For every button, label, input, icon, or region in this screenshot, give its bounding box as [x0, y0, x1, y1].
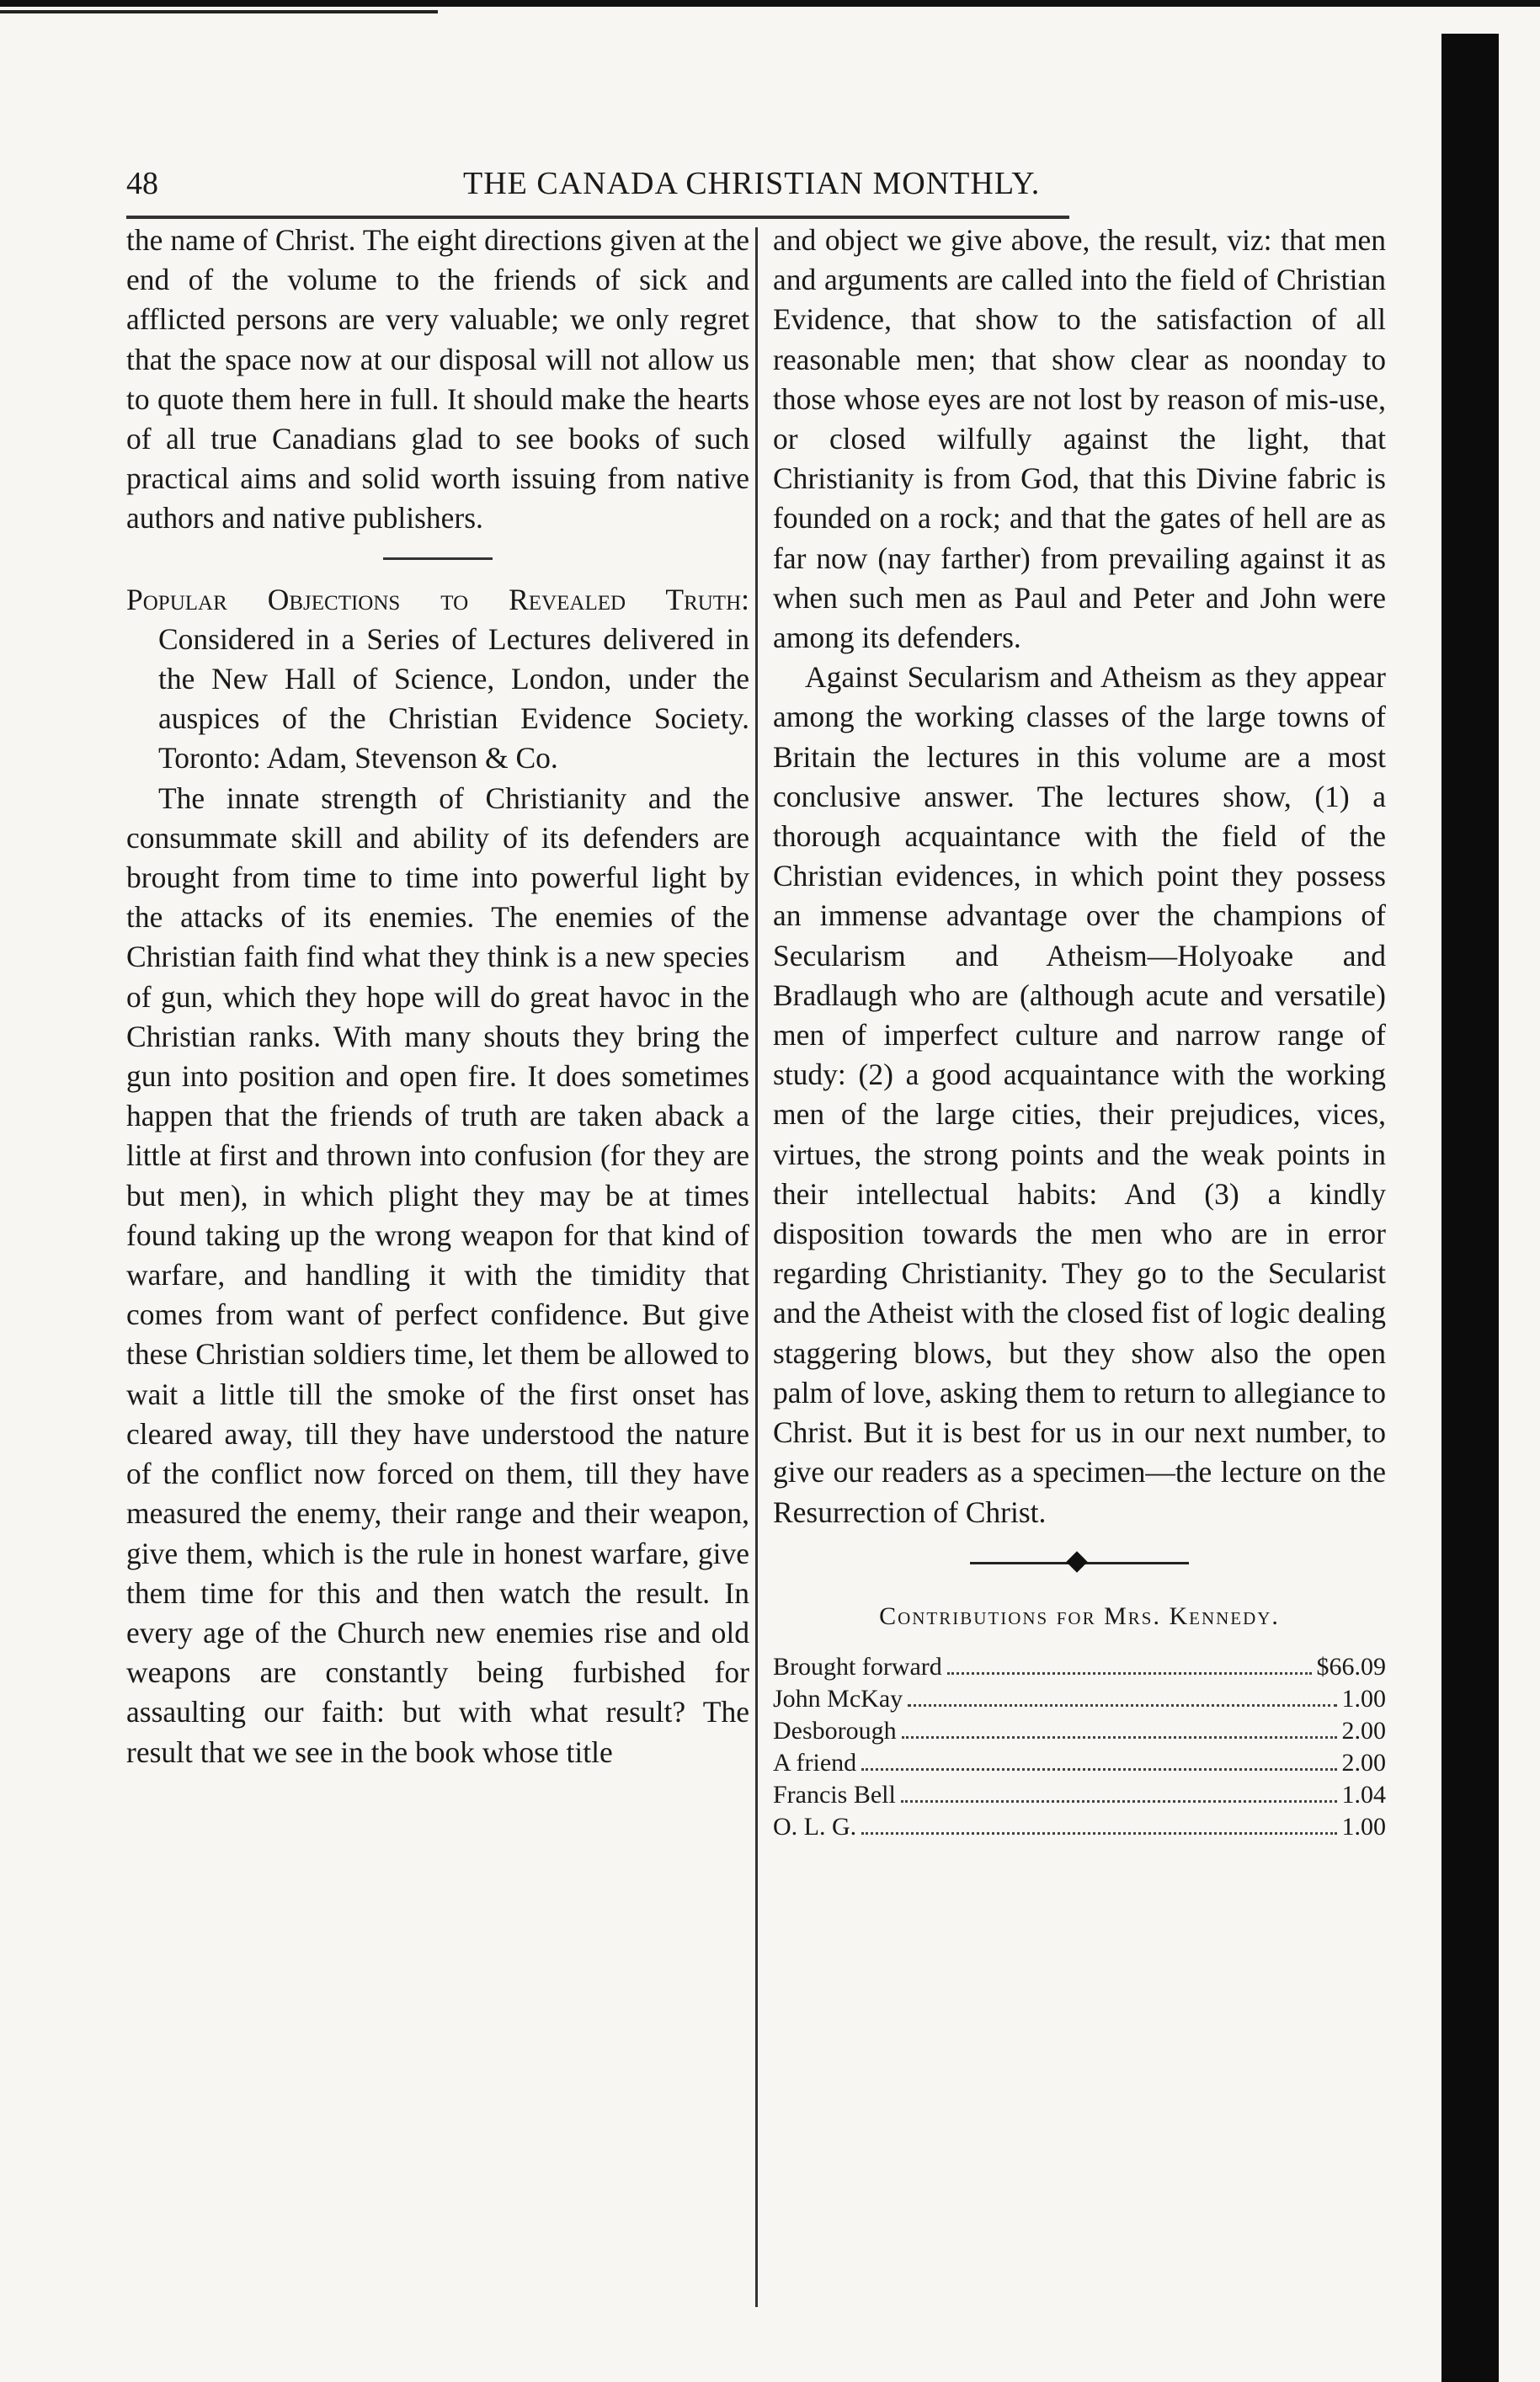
leader-dots [861, 1832, 1336, 1835]
contribution-amount: 1.00 [1341, 1684, 1386, 1713]
contributor-name: Desborough [773, 1716, 897, 1745]
contribution-row [773, 1715, 1386, 1747]
ornament-divider [970, 1554, 1189, 1571]
leader-dots [902, 1736, 1337, 1739]
page-header [126, 165, 1069, 207]
contribution-row [773, 1779, 1386, 1811]
contributor-name: O. L. G. [773, 1812, 857, 1841]
contribution-row [773, 1811, 1386, 1843]
header-rule [126, 216, 1069, 219]
paragraph-review-continued: and object we give above, the result, viz: that men and arguments are called into the field of Christian Evidence, that show to the satisfaction of all reasonable men; that show clear as noonday to those whose eyes are not lost by reason of mis-use, or closed wilfully against the light, that Christianity is from God, that this Divine fabric is founded on a rock; and that the gates of hell are as far now (nay farther) from prevailing against it as when such men as Paul and Peter and John were among its defenders. [773, 223, 1386, 655]
contribution-amount: 1.04 [1341, 1780, 1386, 1809]
leader-dots [947, 1672, 1312, 1675]
contributor-name: John McKay [773, 1684, 903, 1713]
contribution-amount: 2.00 [1341, 1716, 1386, 1745]
leader-dots [908, 1704, 1336, 1707]
review-title: Popular Objections to Revealed Truth [126, 582, 742, 616]
page-number: 48 [126, 166, 158, 201]
top-border-rule [0, 0, 1540, 7]
section-separator [383, 557, 493, 560]
paragraph-secularism: Against Secularism and Atheism as they appear among the working classes of the large towns of Britain the lectures in this volume are a most conclusive answer. The lectures show, (1) a thorough acquaintance with the field of the Christian evidences, in which point they possess an immense advantage over the champions of Secularism and Atheism—Holyoake and Bradlaugh who are (although acute and versatile) men of imperfect culture and narrow range of study: (2) a good acquaintance with the working men of the large cities, their prejudices, vices, virtues, the strong points and the weak points in their intellectual habits: And (3) a kindly disposition towards the men who are in error regarding Christianity. They go to the Secularist and the Atheist with the closed fist of logic dealing staggering blows, but they show also the open palm of love, asking them to return to allegiance to Christ. But it is best for us in our next number, to give our readers as a specimen—the lecture on the Resurrection of Christ. [773, 660, 1386, 1529]
contributor-name: Francis Bell [773, 1780, 896, 1809]
scan-edge-shadow [1441, 34, 1499, 2382]
leader-dots [861, 1768, 1336, 1771]
contributor-name: Brought forward [773, 1652, 942, 1681]
paragraph-book-review-end: the name of Christ. The eight directions given at the end of the volume to the friends of sick and afflicted persons are very valuable; we only regret that the space now at our disposal will not allow us to quote them here in full. It should make the hearts of all true Canadians glad to see books of such practical aims and solid worth issuing from native authors and native publishers. [126, 223, 749, 536]
running-head: THE CANADA CHRISTIAN MONTHLY. [463, 166, 1041, 201]
leader-dots [901, 1800, 1337, 1803]
contributions-section [773, 1596, 1386, 1843]
review-citation: : Considered in a Series of Lectures delivered in the New Hall of Science, London, under the auspices of the Christian Evidence Society. Toronto: Adam, Stevenson & Co. [158, 582, 749, 775]
column-divider [755, 227, 758, 2307]
contribution-amount: $66.09 [1316, 1652, 1386, 1681]
review-heading [126, 580, 749, 779]
contribution-amount: 2.00 [1341, 1748, 1386, 1777]
contribution-row [773, 1747, 1386, 1779]
contribution-amount: 1.00 [1341, 1812, 1386, 1841]
contributions-title: Contributions for Mrs. Kennedy. [879, 1601, 1280, 1630]
left-column [126, 221, 749, 2309]
right-column [773, 221, 1386, 1854]
ornament-diamond-icon [1066, 1551, 1087, 1572]
contribution-row [773, 1651, 1386, 1683]
contributor-name: A friend [773, 1748, 857, 1777]
contribution-row [773, 1683, 1386, 1715]
paragraph-review-body: The innate strength of Christianity and the consummate skill and ability of its defenders are brought from time to time into powerful light by the attacks of its enemies. The enemies of the Christian faith find what they think is a new species of gun, which they hope will do great havoc in the Christian ranks. With many shouts they bring the gun into position and open fire. It does sometimes happen that the friends of truth are taken aback a little at first and thrown into confusion (for they are but men), in which plight they may be at times found taking up the wrong weapon for that kind of warfare, and handling it with the timidity that comes from want of perfect confidence. But give these Christian soldiers time, let them be allowed to wait a little till the smoke of the first onset has cleared away, till they have understood the nature of the conflict now forced on them, till they have measured the enemy, their range and their weapon, give them, which is the rule in honest warfare, give them time for this and then watch the result. In every age of the Church new enemies rise and old weapons are constantly being furbished for assaulting our faith: but with what result? The result that we see in the book whose title [126, 781, 749, 1769]
top-thin-rule [0, 10, 438, 13]
